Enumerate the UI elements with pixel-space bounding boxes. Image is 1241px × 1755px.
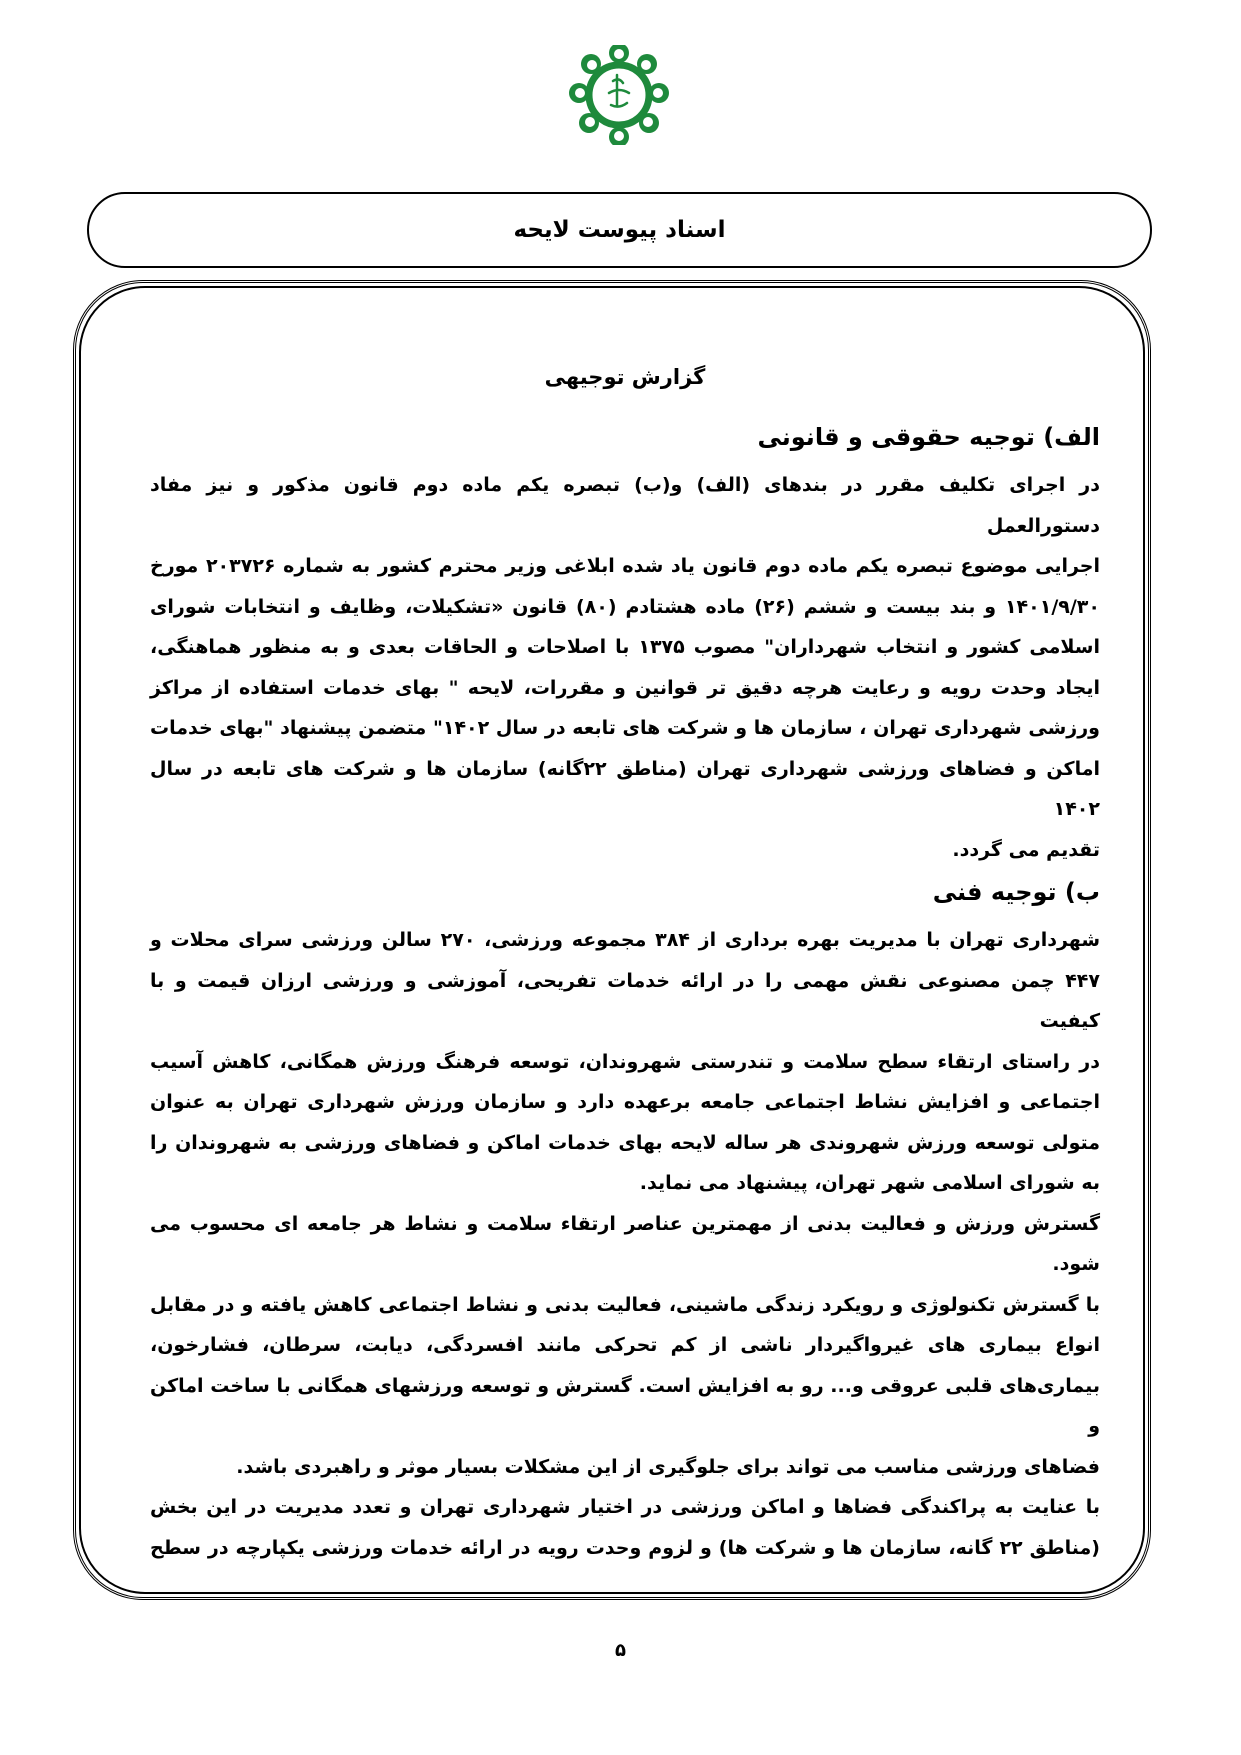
text-line: در راستای ارتقاء سطح سلامت و تندرستی شهروندان، توسعه فرهنگ ورزش همگانی، کاهش آسیب — [150, 1050, 1100, 1073]
section-a-heading: الف) توجیه حقوقی و قانونی — [757, 423, 1100, 451]
text-line: ۱۴۰۱/۹/۳۰ و بند بیست و ششم (۲۶) ماده هشتادم (۸۰) قانون «تشکیلات، وظایف و انتخابات شورای — [150, 595, 1100, 618]
text-line: ایجاد وحدت رویه و رعایت هرچه دقیق تر قوانین و مقررات، لایحه " بهای خدمات استفاده از مراکز — [150, 676, 1100, 699]
section-b-paragraph-3 — [150, 1487, 1100, 1568]
text-line: ۴۴۷ چمن مصنوعی نقش مهمی را در ارائه خدمات تفریحی، آموزشی و ورزشی ارزان قیمت و با کیفیت — [150, 969, 1100, 1032]
text-line: اماکن و فضاهای ورزشی شهرداری تهران (مناطق ۲۲گانه) سازمان ها و شرکت های تابعه در سال ۱۴۰۲ — [150, 757, 1100, 820]
section-b-heading: ب) توجیه فنی — [932, 878, 1100, 906]
page-number: ۵ — [615, 1640, 626, 1661]
text-line: بیماری‌های قلبی عروقی و... رو به افزایش است. گسترش و توسعه ورزشهای همگانی با ساخت اماکن و — [150, 1374, 1100, 1437]
section-b-paragraph-1 — [150, 920, 1100, 1204]
text-line: گسترش ورزش و فعالیت بدنی از مهمترین عناصر ارتقاء سلامت و نشاط هر جامعه ای محسوب می شود. — [150, 1212, 1100, 1275]
report-content — [150, 355, 1100, 1568]
text-line: (مناطق ۲۲ گانه، سازمان ها و شرکت ها) و لزوم وحدت رویه در ارائه خدمات ورزشی یکپارچه در سطح — [150, 1536, 1100, 1559]
text-line: متولی توسعه ورزش شهروندی هر ساله لایحه بهای خدمات اماکن و فضاهای ورزشی به شهروندان را — [150, 1131, 1100, 1154]
text-line: اجتماعی و افزایش نشاط اجتماعی جامعه برعهده دارد و سازمان ورزش شهرداری تهران به عنوان — [150, 1091, 1100, 1113]
report-title: گزارش توجیهی — [544, 365, 706, 389]
text-line: فضاهای ورزشی مناسب می تواند برای جلوگیری از این مشکلات بسیار موثر و راهبردی باشد. — [236, 1455, 1100, 1478]
document-title-box — [87, 192, 1152, 268]
text-line: اجرایی موضوع تبصره یکم ماده دوم قانون یاد شده ابلاغی وزیر محترم کشور به شماره ۲۰۳۷۲۶ مورخ — [150, 555, 1100, 577]
logo-emblem-icon — [555, 45, 683, 145]
text-line: با گسترش تکنولوژی و رویکرد زندگی ماشینی، فعالیت بدنی و نشاط اجتماعی کاهش یافته و در مقابل — [150, 1293, 1100, 1316]
text-line: به شورای اسلامی شهر تهران، پیشنهاد می نماید. — [639, 1172, 1100, 1194]
text-line: با عنایت به پراکندگی فضاها و اماکن ورزشی در اختیار شهرداری تهران و تعدد مدیریت در این بخش — [150, 1496, 1100, 1518]
text-line: اسلامی کشور و انتخاب شهرداران" مصوب ۱۳۷۵ با اصلاحات و الحاقات بعدی و به منظور هماهنگی، — [150, 636, 1100, 658]
text-line: تقدیم می گردد. — [952, 838, 1100, 861]
section-b-paragraph-2 — [150, 1204, 1100, 1488]
text-line: ورزشی شهرداری تهران ، سازمان ها و شرکت های تابعه در سال ۱۴۰۲" متضمن پیشنهاد "بهای خدمات — [150, 717, 1100, 739]
text-line: انواع بیماری های غیرواگیردار ناشی از کم تحرکی مانند افسردگی، دیابت، سرطان، فشارخون، — [150, 1334, 1100, 1356]
section-a-paragraph — [150, 465, 1100, 870]
document-title: اسناد پیوست لایحه — [513, 217, 726, 243]
tehran-city-council-logo — [555, 45, 683, 145]
text-line: شهرداری تهران با مدیریت بهره برداری از ۳۸۴ مجموعه ورزشی، ۲۷۰ سالن ورزشی سرای محلات و — [150, 929, 1101, 951]
text-line: در اجرای تکلیف مقرر در بندهای (الف) و(ب) تبصره یکم ماده دوم قانون مذکور و نیز مفاد دستورالعمل — [150, 474, 1100, 537]
